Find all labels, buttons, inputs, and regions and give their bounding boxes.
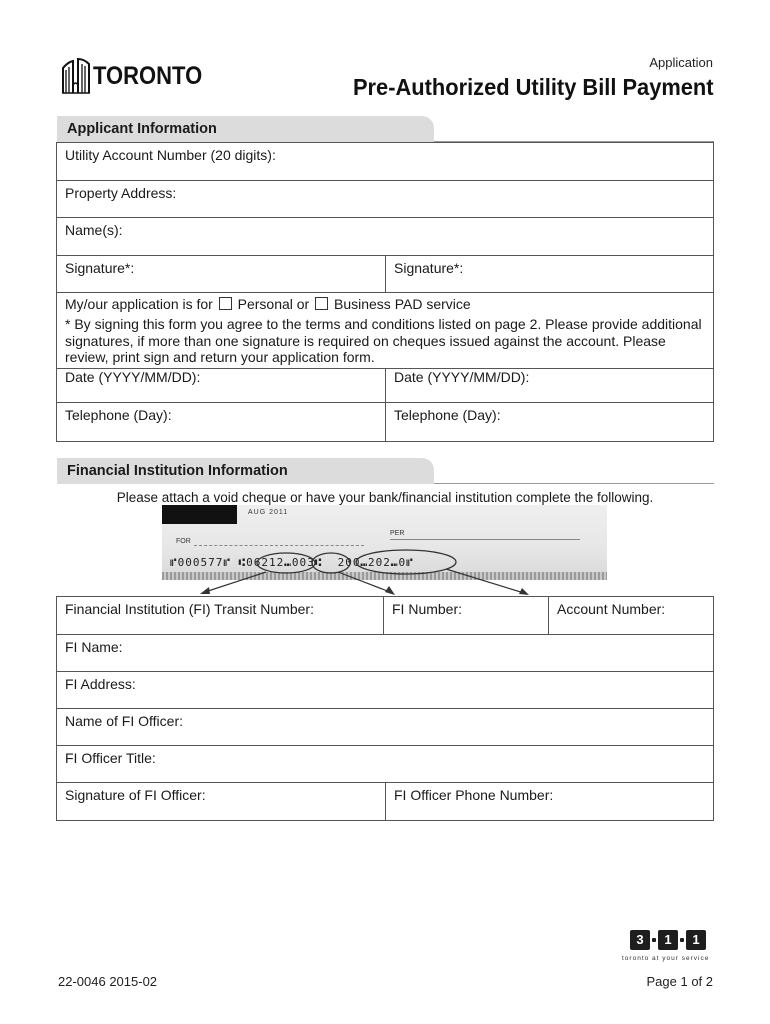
cheque-date-text: AUG 2011 xyxy=(248,509,289,516)
badge-separator xyxy=(652,938,656,942)
business-checkbox[interactable] xyxy=(315,297,328,310)
badge-311-logo xyxy=(630,930,706,950)
telephone-row xyxy=(57,403,713,441)
fi-address-row xyxy=(57,672,713,709)
cheque-micr-line: ⑈000577⑈ ⑆06212⑉003⑆ 200⑉202⑉0⑈ xyxy=(170,556,414,569)
officer-name-field[interactable]: Name of FI Officer: xyxy=(65,713,183,729)
property-address-field[interactable]: Property Address: xyxy=(65,185,177,201)
form-code: 22-0046 2015-02 xyxy=(58,974,158,989)
form-type-label: Application xyxy=(649,55,713,70)
officer-title-row xyxy=(57,746,713,783)
personal-label: Personal or xyxy=(237,296,310,312)
cheque-per-label: PER xyxy=(390,530,405,537)
officer-name-row xyxy=(57,709,713,746)
toronto-logo xyxy=(62,58,217,94)
names-row xyxy=(57,218,713,256)
account-number-field[interactable]: Account Number: xyxy=(557,601,666,617)
account-arrowhead xyxy=(519,588,529,595)
badge-digit-3: 1 xyxy=(686,930,706,950)
cheque-redaction-bar xyxy=(162,505,237,524)
page-number: Page 1 of 2 xyxy=(646,974,713,989)
fi-name-field[interactable]: FI Name: xyxy=(65,639,123,655)
section-applicant-information: Applicant Information xyxy=(57,116,434,142)
personal-checkbox[interactable] xyxy=(219,297,232,310)
badge-311-tagline: toronto at your service xyxy=(622,955,710,962)
telephone-field-1[interactable]: Telephone (Day): xyxy=(57,403,386,441)
fi-address-field[interactable]: FI Address: xyxy=(65,676,136,692)
application-type-line xyxy=(57,293,713,312)
signature-field-2[interactable]: Signature*: xyxy=(394,260,464,276)
cheque-for-label: FOR xyxy=(176,538,191,545)
application-for-label: My/our application is for xyxy=(65,296,213,312)
city-hall-icon xyxy=(62,58,90,94)
account-number-field[interactable]: Utility Account Number (20 digits): xyxy=(65,147,276,163)
transit-number-field[interactable]: Financial Institution (FI) Transit Number: xyxy=(57,597,384,634)
page-title: Pre-Authorized Utility Bill Payment xyxy=(353,74,714,100)
applicant-form-grid xyxy=(56,142,714,442)
fi-number-field[interactable]: FI Number: xyxy=(384,597,549,634)
signature-row xyxy=(57,256,713,293)
account-number-row xyxy=(57,143,713,181)
sample-cheque-image xyxy=(162,505,607,580)
section-financial-institution-information: Financial Institution Information xyxy=(57,458,434,484)
transit-arrowhead xyxy=(200,587,210,594)
date-row xyxy=(57,368,713,403)
business-label: Business PAD service xyxy=(334,296,471,312)
financial-form-grid xyxy=(56,596,714,821)
officer-signature-row xyxy=(57,783,713,820)
officer-signature-field[interactable]: Signature of FI Officer: xyxy=(57,783,386,820)
fi-numbers-row xyxy=(57,597,713,635)
cheque-memo-line xyxy=(194,545,364,546)
application-type-row xyxy=(57,293,713,368)
date-field-1[interactable]: Date (YYYY/MM/DD): xyxy=(57,369,386,402)
signature-field-1[interactable]: Signature*: xyxy=(57,256,386,292)
date-field-2[interactable]: Date (YYYY/MM/DD): xyxy=(394,369,530,385)
officer-title-field[interactable]: FI Officer Title: xyxy=(65,750,156,766)
cheque-signature-line xyxy=(390,539,580,540)
fi-name-row xyxy=(57,635,713,672)
fi-arrowhead xyxy=(385,586,395,595)
property-address-row xyxy=(57,181,713,218)
cheque-bottom-border xyxy=(162,572,607,580)
telephone-field-2[interactable]: Telephone (Day): xyxy=(394,407,501,423)
officer-phone-field[interactable]: FI Officer Phone Number: xyxy=(394,787,554,803)
logo-wordmark: TORONTO xyxy=(93,61,203,90)
void-cheque-instruction: Please attach a void cheque or have your bank/financial institution complete the following. xyxy=(116,490,654,505)
names-field[interactable]: Name(s): xyxy=(65,222,123,238)
badge-digit-2: 1 xyxy=(658,930,678,950)
badge-digit-1: 3 xyxy=(630,930,650,950)
terms-notice: * By signing this form you agree to the terms and conditions listed on page 2. Please provide additional signatures, if more than one signature is required on cheques issued against the account. Please review, print sign and return your application form. xyxy=(65,316,702,365)
badge-separator xyxy=(680,938,684,942)
